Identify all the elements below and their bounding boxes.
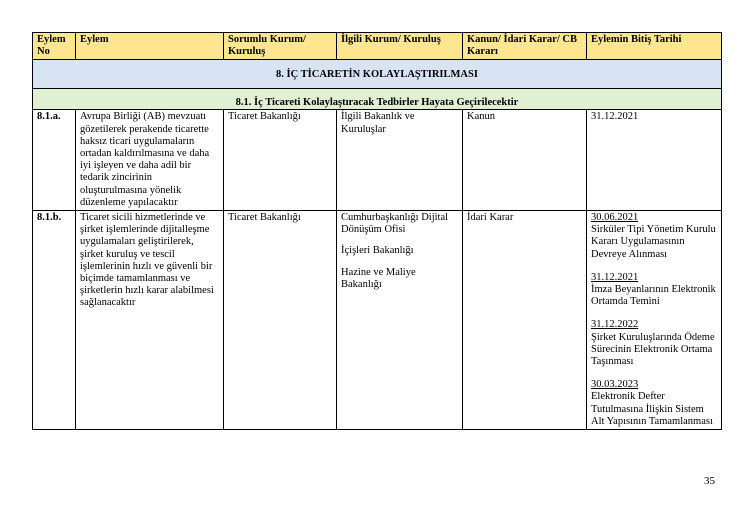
milestone (591, 212, 717, 261)
table-row (33, 110, 722, 211)
milestone-date: 31.12.2021 (591, 271, 639, 283)
row-related (337, 110, 463, 211)
header-end-date: Eylemin Bitiş Tarihi (587, 33, 722, 60)
row-end-date (587, 211, 722, 430)
row-responsible: Ticaret Bakanlığı (224, 110, 337, 211)
row-responsible: Ticaret Bakanlığı (224, 211, 337, 430)
header-related: İlgili Kurum/ Kuruluş (337, 33, 463, 60)
row-action: Avrupa Birliği (AB) mevzuatı gözetilerek perakende ticarette haksız ticari uygulamaların ortadan kaldırılmasına ve daha iyi işleyen ve daha adil bir tedarik zincirinin oluşturulmasına yönelik düzenleme yapılacaktır (76, 110, 224, 211)
row-law: Kanun (463, 110, 587, 211)
subsection-row (33, 89, 722, 110)
milestone-date: 30.03.2023 (591, 379, 639, 391)
header-law: Kanun/ İdari Karar/ CB Kararı (463, 33, 587, 60)
row-action: Ticaret sicili hizmetlerinde ve şirket işlemlerinde dijitalleşme uygulamaları geliştirilerek, şirket kuruluş ve tescil işlemlerinin hızlı ve güvenli bir biçimde tamamlanması ve şirketlerin hızlı karar alabilmesi sağlanacaktır (76, 211, 224, 430)
milestone-text: Sirküler Tipi Yönetim Kurulu Kararı Uygulamasının Devreye Alınması (591, 224, 716, 260)
row-no: 8.1.b. (33, 211, 76, 430)
milestone (591, 272, 717, 309)
section-row (33, 60, 722, 89)
milestone-text: İmza Beyanlarının Elektronik Ortamda Temini (591, 284, 716, 308)
header-no: Eylem No (33, 33, 76, 60)
milestone (591, 319, 717, 368)
row-law: İdari Karar (463, 211, 587, 430)
related-institution: İlgili Bakanlık ve Kuruluşlar (341, 111, 415, 135)
milestone-date: 31.12.2022 (591, 319, 639, 331)
page-number: 35 (704, 475, 715, 487)
table-row (33, 211, 722, 430)
related-institution: Hazine ve Maliye Bakanlığı (341, 266, 416, 290)
header-responsible: Sorumlu Kurum/ Kuruluş (224, 33, 337, 60)
section-title: 8. İÇ TİCARETİN KOLAYLAŞTIRILMASI (33, 60, 722, 89)
related-institution: Cumhurbaşkanlığı Dijital Dönüşüm Ofisi (341, 212, 449, 236)
end-date: 31.12.2021 (591, 111, 639, 123)
action-plan-table (32, 32, 722, 430)
row-end-date (587, 110, 722, 211)
row-related (337, 211, 463, 430)
milestone-date: 30.06.2021 (591, 212, 639, 224)
related-institution: İçişleri Bakanlığı (341, 245, 414, 257)
milestone-text: Elektronik Defter Tutulmasına İlişkin Sistem Alt Yapısının Tamamlanması (591, 391, 713, 427)
row-no: 8.1.a. (33, 110, 76, 211)
milestone (591, 379, 717, 428)
milestone-text: Şirket Kuruluşlarında Ödeme Sürecinin Elektronik Ortama Taşınması (591, 331, 715, 368)
header-action: Eylem (76, 33, 224, 60)
subsection-title: 8.1. İç Ticareti Kolaylaştıracak Tedbirler Hayata Geçirilecektir (33, 89, 722, 110)
table-header-row (33, 33, 722, 60)
